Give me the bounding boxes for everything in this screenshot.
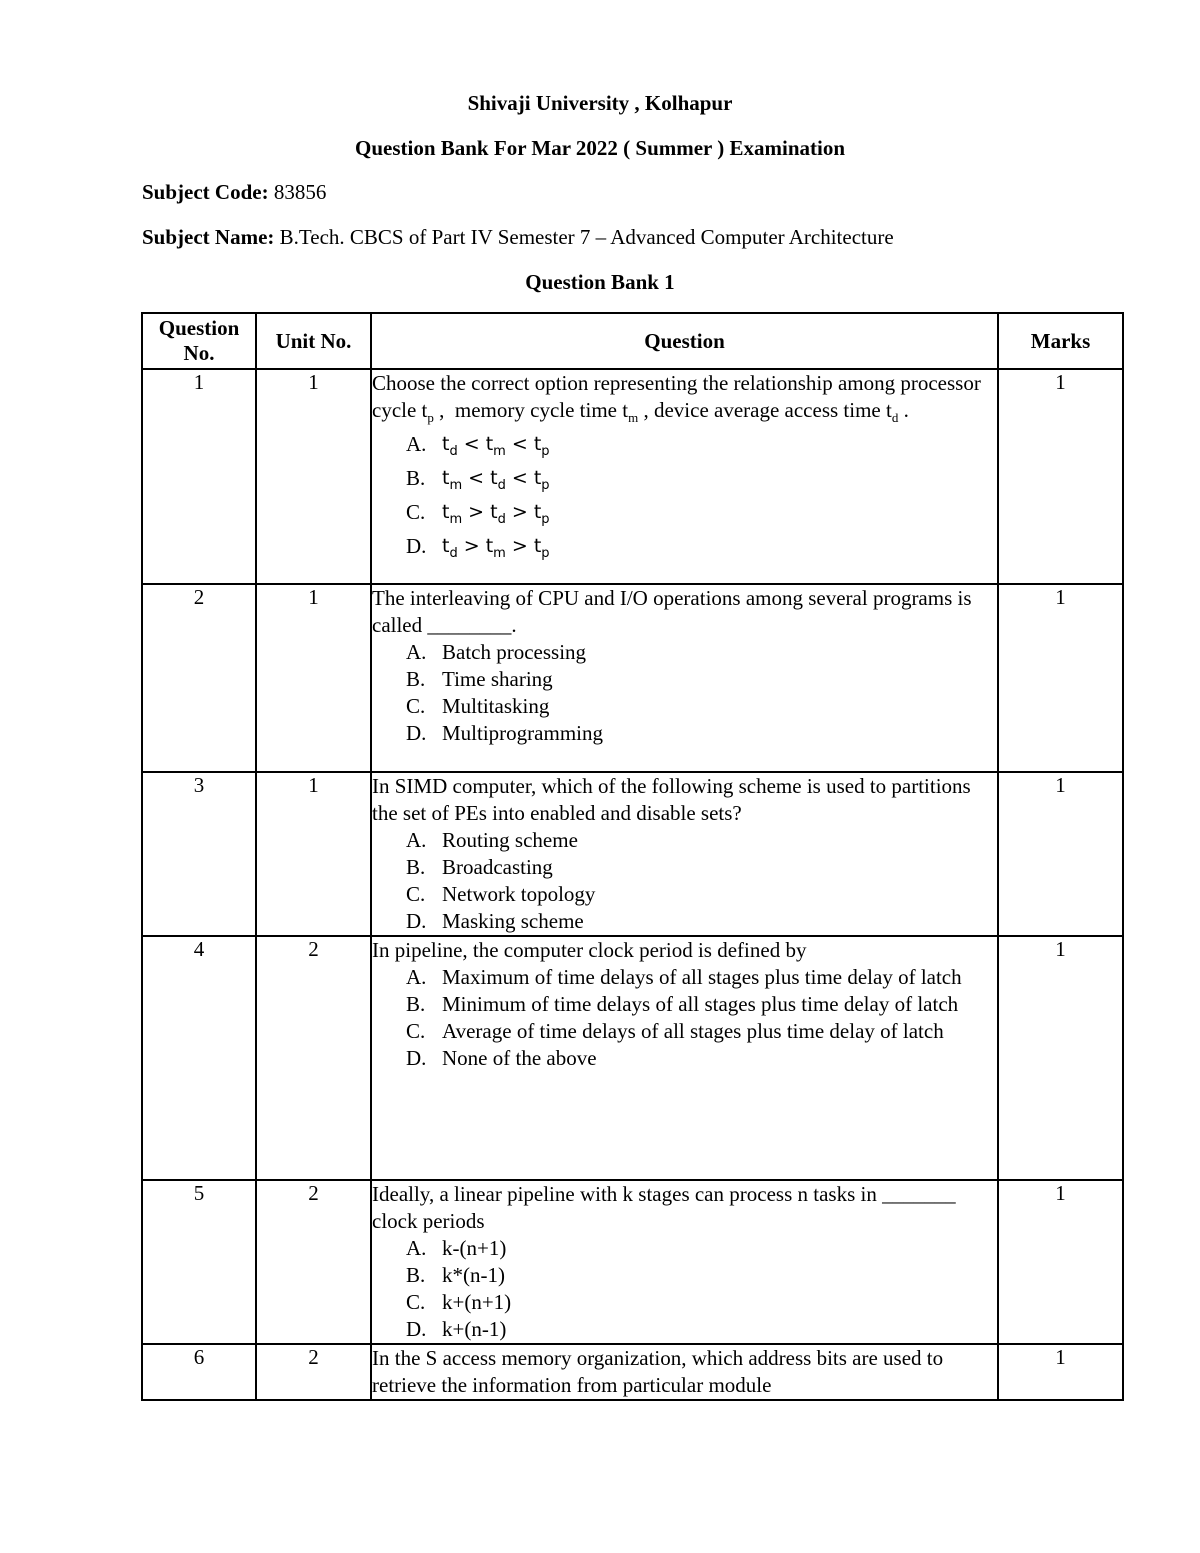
option-text: Time sharing: [442, 667, 553, 691]
table-row: [142, 369, 1123, 584]
option-text: $t_m < t_d < t_p$: [442, 466, 550, 493]
marks-value: 1: [998, 1180, 1123, 1344]
table-row: [142, 584, 1123, 772]
table-row: [142, 936, 1123, 1180]
header-question: Question: [371, 313, 998, 369]
list-item: [372, 465, 997, 499]
option-text: $t_d > t_m > t_p$: [442, 534, 550, 561]
table-header-row: [142, 313, 1123, 369]
question-text: In the S access memory organization, which address bits are used to retrieve the information from particular module: [372, 1346, 944, 1397]
option-text: k*(n-1): [442, 1263, 505, 1287]
table-row: [142, 772, 1123, 936]
table-row: [142, 1344, 1123, 1400]
options-list: [372, 431, 997, 566]
question-text: Choose the correct option representing the relationship among processor cycle $t_p$ , memory cycle time $t_m$ , device average access time $t_d$ .: [372, 371, 981, 426]
option-text: Multiprogramming: [442, 721, 603, 745]
options-list: [372, 1235, 997, 1343]
unit-number: 2: [256, 1180, 371, 1344]
option-letter: D.: [406, 1046, 427, 1070]
list-item: [372, 499, 997, 533]
question-cell: [371, 1344, 998, 1400]
option-text: Batch processing: [442, 640, 587, 664]
list-item: [372, 533, 997, 567]
option-letter: A.: [406, 640, 427, 664]
subject-name-line: [142, 225, 894, 250]
options-list: [372, 827, 997, 935]
list-item: [372, 1235, 997, 1262]
options-list: [372, 639, 997, 747]
option-letter: D.: [406, 721, 427, 745]
list-item: [372, 1316, 997, 1343]
question-number: 5: [142, 1180, 256, 1344]
subject-name-value: B.Tech. CBCS of Part IV Semester 7 – Advanced Computer Architecture: [279, 225, 894, 249]
option-letter: B.: [406, 667, 426, 691]
list-item: [372, 881, 997, 908]
marks-value: 1: [998, 772, 1123, 936]
option-letter: D.: [406, 909, 427, 933]
option-text: Multitasking: [442, 694, 550, 718]
option-letter: D.: [406, 533, 427, 558]
option-letter: C.: [406, 882, 426, 906]
option-letter: C.: [406, 1290, 426, 1314]
list-item: [372, 964, 997, 991]
question-bank-title: Question Bank 1: [525, 270, 675, 294]
option-text: $t_d < t_m < t_p$: [442, 433, 550, 459]
unit-number: 1: [256, 772, 371, 936]
subject-code-value: 83856: [273, 180, 327, 204]
question-text: In SIMD computer, which of the following scheme is used to partitions the set of PEs into enabled and disable sets?: [372, 774, 971, 825]
option-letter: A.: [406, 1236, 427, 1260]
option-text: Routing scheme: [442, 828, 578, 852]
option-text: k+(n-1): [442, 1317, 507, 1341]
subject-code-line: [142, 180, 326, 205]
question-number: 3: [142, 772, 256, 936]
list-item: [372, 908, 997, 935]
question-text: The interleaving of CPU and I/O operations among several programs is called ________.: [372, 586, 972, 637]
subject-code-label: Subject Code:: [142, 180, 269, 204]
list-item: [372, 1045, 997, 1072]
option-text: Broadcasting: [442, 855, 553, 879]
option-text: Network topology: [442, 882, 596, 906]
list-item: [372, 1018, 997, 1045]
header-marks: Marks: [998, 313, 1123, 369]
marks-value: 1: [998, 584, 1123, 772]
option-letter: C.: [406, 1019, 426, 1043]
question-cell: [371, 936, 998, 1180]
subject-name-label: Subject Name:: [142, 225, 275, 249]
option-text: None of the above: [442, 1046, 597, 1070]
option-text: k-(n+1): [442, 1236, 507, 1260]
list-item: [372, 720, 997, 747]
list-item: [372, 431, 997, 465]
option-letter: A.: [406, 828, 427, 852]
question-number: 2: [142, 584, 256, 772]
list-item: [372, 666, 997, 693]
question-number: 1: [142, 369, 256, 584]
list-item: [372, 854, 997, 881]
marks-value: 1: [998, 369, 1123, 584]
option-text: $t_m > t_d > t_p$: [442, 500, 550, 527]
table-row: [142, 1180, 1123, 1344]
option-letter: B.: [406, 1263, 426, 1287]
option-letter: B.: [406, 855, 426, 879]
unit-number: 1: [256, 584, 371, 772]
option-text: Maximum of time delays of all stages plus time delay of latch: [442, 965, 962, 989]
option-text: Masking scheme: [442, 909, 584, 933]
header-unit-no: Unit No.: [256, 313, 371, 369]
option-letter: A.: [406, 965, 427, 989]
option-text: Average of time delays of all stages plus time delay of latch: [442, 1019, 944, 1043]
options-list: [372, 964, 997, 1072]
unit-number: 2: [256, 1344, 371, 1400]
list-item: [372, 827, 997, 854]
option-text: k+(n+1): [442, 1290, 512, 1314]
marks-value: 1: [998, 1344, 1123, 1400]
option-letter: C.: [406, 694, 426, 718]
unit-number: 1: [256, 369, 371, 584]
option-letter: B.: [406, 992, 426, 1016]
marks-value: 1: [998, 936, 1123, 1180]
list-item: [372, 693, 997, 720]
option-letter: B.: [406, 465, 426, 490]
unit-number: 2: [256, 936, 371, 1180]
question-text: Ideally, a linear pipeline with k stages can process n tasks in _______ clock periods: [372, 1182, 956, 1233]
question-cell: [371, 584, 998, 772]
question-cell: [371, 1180, 998, 1344]
list-item: [372, 1262, 997, 1289]
university-title: Shivaji University , Kolhapur: [467, 91, 733, 115]
question-cell: [371, 772, 998, 936]
option-letter: A.: [406, 432, 427, 457]
option-letter: D.: [406, 1317, 427, 1341]
question-cell: [371, 369, 998, 584]
option-text: Minimum of time delays of all stages plus time delay of latch: [442, 992, 959, 1016]
list-item: [372, 1289, 997, 1316]
exam-title: Question Bank For Mar 2022 ( Summer ) Examination: [354, 136, 846, 160]
option-letter: C.: [406, 499, 426, 524]
header-question-no: Question No.: [142, 313, 256, 369]
list-item: [372, 991, 997, 1018]
question-number: 6: [142, 1344, 256, 1400]
question-number: 4: [142, 936, 256, 1180]
list-item: [372, 639, 997, 666]
question-table: [141, 312, 1124, 1401]
question-text: In pipeline, the computer clock period is defined by: [372, 938, 807, 962]
